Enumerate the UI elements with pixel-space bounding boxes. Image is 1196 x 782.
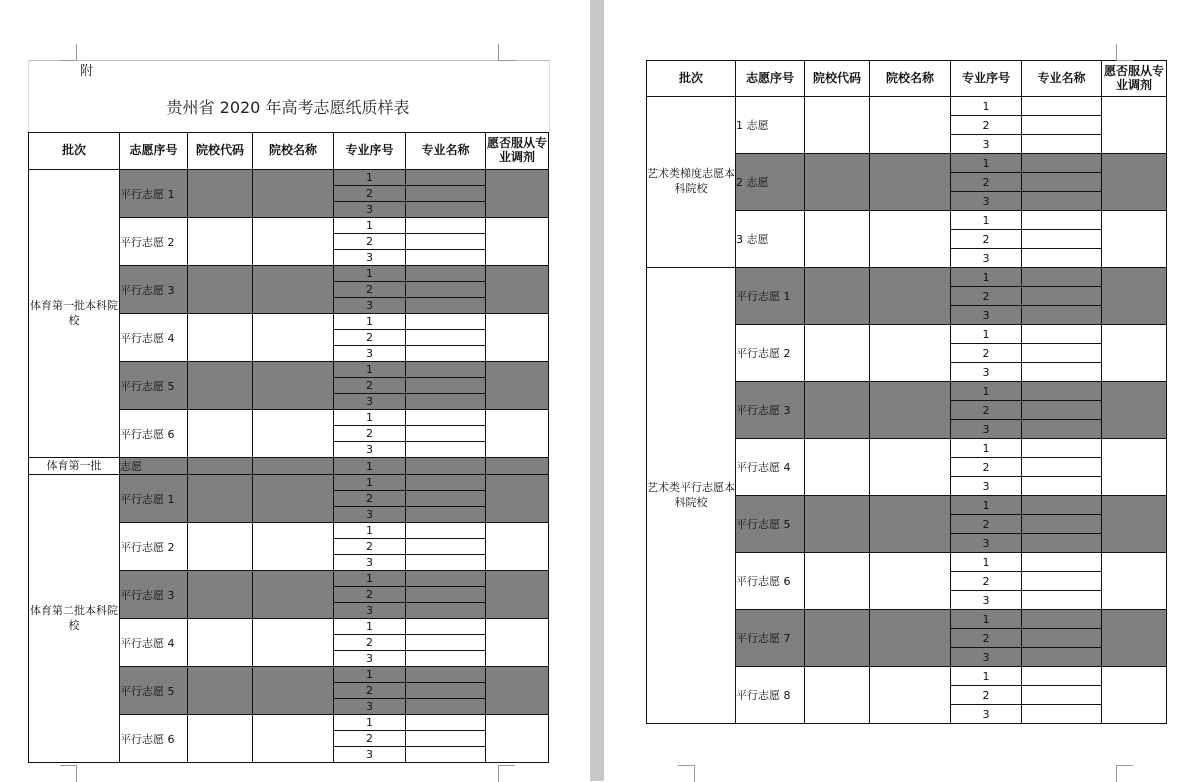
major-no-cell: 3 [334, 442, 406, 458]
major-name-cell[interactable] [1022, 382, 1102, 401]
major-name-cell[interactable] [1022, 363, 1102, 382]
major-no-cell: 2 [951, 629, 1022, 648]
col-major-name: 专业名称 [406, 133, 486, 170]
major-name-cell[interactable] [406, 410, 486, 426]
choice-label: 平行志愿 8 [736, 667, 805, 724]
annex-label: 附 [80, 64, 94, 79]
col-major-no: 专业序号 [951, 61, 1022, 97]
school-code-cell[interactable] [805, 553, 870, 610]
school-code-cell[interactable] [805, 97, 870, 154]
major-no-cell: 1 [951, 382, 1022, 401]
major-name-cell[interactable] [1022, 477, 1102, 496]
major-no-cell: 2 [334, 234, 406, 250]
school-code-cell[interactable] [188, 170, 253, 218]
page-left [0, 0, 590, 781]
major-name-cell[interactable] [406, 539, 486, 555]
major-no-cell: 3 [951, 648, 1022, 667]
major-name-cell[interactable] [1022, 496, 1102, 515]
school-name-cell[interactable] [253, 410, 334, 458]
major-name-cell[interactable] [1022, 648, 1102, 667]
major-no-cell: 2 [334, 426, 406, 442]
choice-label: 平行志愿 3 [120, 571, 188, 619]
major-no-cell: 1 [334, 410, 406, 426]
col-school-name: 院校名称 [870, 61, 951, 97]
major-no-cell: 1 [334, 458, 406, 475]
page-right [604, 0, 1196, 781]
major-name-cell[interactable] [406, 218, 486, 234]
choice-label: 平行志愿 4 [736, 439, 805, 496]
major-no-cell: 1 [951, 325, 1022, 344]
major-no-cell: 1 [951, 268, 1022, 287]
major-name-cell[interactable] [406, 298, 486, 314]
school-name-cell[interactable] [253, 715, 334, 763]
choice-label: 平行志愿 6 [736, 553, 805, 610]
choice-label: 1 志愿 [736, 97, 805, 154]
col-batch: 批次 [647, 61, 736, 97]
major-name-cell[interactable] [1022, 173, 1102, 192]
major-name-cell[interactable] [406, 170, 486, 186]
choice-label: 平行志愿 1 [120, 170, 188, 218]
table-row [29, 475, 549, 491]
major-no-cell: 2 [334, 330, 406, 346]
major-no-cell: 2 [951, 572, 1022, 591]
major-name-cell[interactable] [406, 651, 486, 667]
major-no-cell: 1 [334, 523, 406, 539]
major-name-cell[interactable] [406, 202, 486, 218]
major-no-cell: 2 [334, 731, 406, 747]
major-name-cell[interactable] [1022, 135, 1102, 154]
adjust-cell[interactable] [486, 475, 549, 523]
major-no-cell: 1 [951, 154, 1022, 173]
adjust-cell[interactable] [1102, 610, 1167, 667]
adjust-cell[interactable] [1102, 325, 1167, 382]
school-code-cell[interactable] [805, 439, 870, 496]
school-name-cell[interactable] [870, 268, 951, 325]
adjust-cell[interactable] [486, 362, 549, 410]
school-code-cell[interactable] [188, 218, 253, 266]
major-no-cell: 1 [334, 218, 406, 234]
school-name-cell[interactable] [870, 97, 951, 154]
major-no-cell: 3 [334, 202, 406, 218]
school-code-cell[interactable] [188, 619, 253, 667]
major-no-cell: 2 [334, 282, 406, 298]
volunteer-form-table-left [28, 132, 549, 763]
adjust-cell[interactable] [1102, 382, 1167, 439]
adjust-cell[interactable] [486, 619, 549, 667]
choice-label: 平行志愿 6 [120, 410, 188, 458]
major-no-cell: 2 [951, 116, 1022, 135]
major-no-cell: 1 [951, 211, 1022, 230]
col-school-name: 院校名称 [253, 133, 334, 170]
school-name-cell[interactable] [253, 266, 334, 314]
school-code-cell[interactable] [805, 211, 870, 268]
major-name-cell[interactable] [1022, 97, 1102, 116]
school-name-cell[interactable] [870, 211, 951, 268]
major-no-cell: 1 [334, 667, 406, 683]
major-name-cell[interactable] [406, 266, 486, 282]
choice-label: 平行志愿 7 [736, 610, 805, 667]
major-name-cell[interactable] [1022, 705, 1102, 724]
adjust-cell[interactable] [486, 667, 549, 715]
major-no-cell: 1 [951, 97, 1022, 116]
major-name-cell[interactable] [1022, 629, 1102, 648]
school-code-cell[interactable] [188, 667, 253, 715]
batch-cell: 体育第一批本科院校 [29, 170, 120, 458]
major-name-cell[interactable] [1022, 458, 1102, 477]
adjust-cell[interactable] [486, 218, 549, 266]
major-no-cell: 2 [334, 683, 406, 699]
major-name-cell[interactable] [406, 683, 486, 699]
major-no-cell: 2 [334, 587, 406, 603]
major-name-cell[interactable] [406, 394, 486, 410]
major-name-cell[interactable] [406, 442, 486, 458]
major-no-cell: 2 [951, 401, 1022, 420]
major-name-cell[interactable] [406, 426, 486, 442]
major-name-cell[interactable] [406, 635, 486, 651]
school-name-cell[interactable] [253, 458, 334, 475]
choice-label: 平行志愿 5 [736, 496, 805, 553]
major-name-cell[interactable] [406, 731, 486, 747]
major-name-cell[interactable] [406, 571, 486, 587]
adjust-cell[interactable] [486, 523, 549, 571]
major-no-cell: 3 [334, 507, 406, 523]
school-name-cell[interactable] [253, 475, 334, 523]
school-code-cell[interactable] [805, 610, 870, 667]
major-no-cell: 3 [334, 747, 406, 763]
batch-cell: 体育第二批本科院校 [29, 475, 120, 763]
major-name-cell[interactable] [406, 587, 486, 603]
choice-label: 平行志愿 3 [736, 382, 805, 439]
major-no-cell: 1 [334, 619, 406, 635]
major-no-cell: 2 [951, 173, 1022, 192]
school-name-cell[interactable] [870, 154, 951, 211]
major-name-cell[interactable] [406, 330, 486, 346]
major-name-cell[interactable] [1022, 420, 1102, 439]
major-no-cell: 3 [334, 603, 406, 619]
school-name-cell[interactable] [253, 523, 334, 571]
major-no-cell: 2 [334, 635, 406, 651]
major-name-cell[interactable] [406, 250, 486, 266]
major-name-cell[interactable] [406, 603, 486, 619]
school-name-cell[interactable] [253, 218, 334, 266]
adjust-cell[interactable] [486, 410, 549, 458]
major-no-cell: 3 [951, 420, 1022, 439]
major-name-cell[interactable] [1022, 439, 1102, 458]
choice-label: 平行志愿 1 [120, 475, 188, 523]
major-no-cell: 2 [334, 491, 406, 507]
school-code-cell[interactable] [805, 382, 870, 439]
adjust-cell[interactable] [486, 170, 549, 218]
school-code-cell[interactable] [188, 362, 253, 410]
major-no-cell: 1 [334, 571, 406, 587]
major-name-cell[interactable] [406, 491, 486, 507]
crop-mark [1116, 44, 1133, 61]
school-name-cell[interactable] [253, 170, 334, 218]
choice-label: 平行志愿 3 [120, 266, 188, 314]
school-name-cell[interactable] [253, 314, 334, 362]
adjust-cell[interactable] [486, 571, 549, 619]
major-name-cell[interactable] [406, 234, 486, 250]
major-no-cell: 3 [951, 135, 1022, 154]
school-name-cell[interactable] [870, 325, 951, 382]
crop-mark [1116, 765, 1133, 782]
col-school-code: 院校代码 [188, 133, 253, 170]
school-code-cell[interactable] [188, 314, 253, 362]
major-no-cell: 3 [951, 591, 1022, 610]
major-name-cell[interactable] [406, 378, 486, 394]
major-name-cell[interactable] [1022, 686, 1102, 705]
choice-label: 平行志愿 2 [120, 523, 188, 571]
major-no-cell: 3 [951, 249, 1022, 268]
school-code-cell[interactable] [805, 268, 870, 325]
major-no-cell: 3 [334, 699, 406, 715]
col-choice-no: 志愿序号 [736, 61, 805, 97]
major-no-cell: 2 [951, 230, 1022, 249]
major-name-cell[interactable] [406, 667, 486, 683]
major-name-cell[interactable] [1022, 230, 1102, 249]
major-no-cell: 1 [951, 553, 1022, 572]
major-name-cell[interactable] [1022, 268, 1102, 287]
choice-label: 平行志愿 2 [120, 218, 188, 266]
major-name-cell[interactable] [1022, 572, 1102, 591]
major-no-cell: 1 [334, 715, 406, 731]
adjust-cell[interactable] [1102, 97, 1167, 154]
major-name-cell[interactable] [1022, 610, 1102, 629]
major-no-cell: 1 [951, 439, 1022, 458]
header-row [647, 61, 1167, 97]
major-name-cell[interactable] [406, 715, 486, 731]
major-no-cell: 1 [951, 496, 1022, 515]
major-name-cell[interactable] [1022, 515, 1102, 534]
major-no-cell: 1 [951, 667, 1022, 686]
col-major-no: 专业序号 [334, 133, 406, 170]
adjust-cell[interactable] [1102, 496, 1167, 553]
school-name-cell[interactable] [253, 571, 334, 619]
choice-label: 平行志愿 6 [120, 715, 188, 763]
adjust-cell[interactable] [486, 715, 549, 763]
school-code-cell[interactable] [188, 266, 253, 314]
school-code-cell[interactable] [188, 475, 253, 523]
choice-label: 平行志愿 5 [120, 362, 188, 410]
choice-label: 平行志愿 2 [736, 325, 805, 382]
major-no-cell: 3 [951, 192, 1022, 211]
major-no-cell: 1 [334, 475, 406, 491]
major-name-cell[interactable] [406, 523, 486, 539]
major-no-cell: 2 [951, 287, 1022, 306]
document-title: 贵州省 2020 年高考志愿纸质样表 [166, 98, 410, 117]
major-no-cell: 1 [334, 314, 406, 330]
school-code-cell[interactable] [805, 325, 870, 382]
crop-mark [498, 44, 515, 61]
major-name-cell[interactable] [1022, 667, 1102, 686]
adjust-cell[interactable] [1102, 439, 1167, 496]
crop-mark [60, 765, 77, 782]
school-name-cell[interactable] [870, 667, 951, 724]
volunteer-form-table-right [646, 60, 1167, 724]
school-name-cell[interactable] [253, 362, 334, 410]
major-name-cell[interactable] [406, 282, 486, 298]
col-batch: 批次 [29, 133, 120, 170]
school-name-cell[interactable] [870, 382, 951, 439]
major-no-cell: 2 [334, 539, 406, 555]
major-no-cell: 3 [334, 651, 406, 667]
col-school-code: 院校代码 [805, 61, 870, 97]
major-name-cell[interactable] [1022, 553, 1102, 572]
major-no-cell: 3 [334, 555, 406, 571]
school-code-cell[interactable] [188, 523, 253, 571]
major-no-cell: 3 [334, 346, 406, 362]
school-name-cell[interactable] [870, 496, 951, 553]
major-name-cell[interactable] [406, 186, 486, 202]
table-row [647, 268, 1167, 287]
batch-cell: 艺术类平行志愿本科院校 [647, 268, 736, 724]
school-name-cell[interactable] [870, 610, 951, 667]
school-code-cell[interactable] [805, 496, 870, 553]
major-no-cell: 1 [951, 610, 1022, 629]
major-name-cell[interactable] [1022, 154, 1102, 173]
choice-label: 3 志愿 [736, 211, 805, 268]
major-no-cell: 3 [951, 363, 1022, 382]
major-no-cell: 3 [951, 705, 1022, 724]
school-code-cell[interactable] [188, 571, 253, 619]
school-code-cell[interactable] [188, 410, 253, 458]
major-no-cell: 3 [951, 477, 1022, 496]
batch-cell: 体育第一批 [29, 458, 120, 475]
major-name-cell[interactable] [1022, 325, 1102, 344]
crop-mark [678, 765, 695, 782]
major-no-cell: 2 [334, 186, 406, 202]
major-name-cell[interactable] [1022, 306, 1102, 325]
adjust-cell[interactable] [486, 458, 549, 475]
major-name-cell[interactable] [406, 699, 486, 715]
table-row [647, 97, 1167, 116]
school-code-cell[interactable] [805, 154, 870, 211]
table-row [29, 458, 549, 475]
major-no-cell: 1 [334, 266, 406, 282]
major-no-cell: 3 [334, 250, 406, 266]
major-name-cell[interactable] [406, 346, 486, 362]
major-name-cell[interactable] [406, 362, 486, 378]
major-no-cell: 2 [951, 686, 1022, 705]
major-name-cell[interactable] [1022, 192, 1102, 211]
adjust-cell[interactable] [1102, 268, 1167, 325]
major-name-cell[interactable] [406, 507, 486, 523]
school-name-cell[interactable] [253, 619, 334, 667]
page-divider [590, 0, 604, 781]
adjust-cell[interactable] [1102, 667, 1167, 724]
major-name-cell[interactable] [406, 314, 486, 330]
major-name-cell[interactable] [1022, 591, 1102, 610]
col-adjust: 愿否服从专业调剂 [486, 133, 549, 170]
major-no-cell: 3 [334, 394, 406, 410]
major-name-cell[interactable] [1022, 401, 1102, 420]
school-name-cell[interactable] [870, 439, 951, 496]
choice-label: 平行志愿 1 [736, 268, 805, 325]
major-name-cell[interactable] [1022, 534, 1102, 553]
major-name-cell[interactable] [1022, 211, 1102, 230]
major-name-cell[interactable] [1022, 116, 1102, 135]
major-no-cell: 2 [951, 344, 1022, 363]
adjust-cell[interactable] [1102, 211, 1167, 268]
choice-label: 平行志愿 4 [120, 619, 188, 667]
major-no-cell: 1 [334, 362, 406, 378]
school-name-cell[interactable] [253, 667, 334, 715]
table-row [29, 170, 549, 186]
school-code-cell[interactable] [805, 667, 870, 724]
major-no-cell: 2 [334, 378, 406, 394]
header-row [29, 133, 549, 170]
major-name-cell[interactable] [406, 619, 486, 635]
batch-cell: 艺术类梯度志愿本科院校 [647, 97, 736, 268]
col-choice-no: 志愿序号 [120, 133, 188, 170]
crop-mark [60, 44, 77, 61]
col-adjust: 愿否服从专业调剂 [1102, 61, 1167, 97]
choice-label: 平行志愿 5 [120, 667, 188, 715]
major-name-cell[interactable] [1022, 249, 1102, 268]
major-name-cell[interactable] [406, 458, 486, 475]
major-no-cell: 2 [951, 515, 1022, 534]
choice-label: 志愿 [120, 458, 188, 475]
major-no-cell: 3 [951, 534, 1022, 553]
major-name-cell[interactable] [1022, 344, 1102, 363]
school-code-cell[interactable] [188, 715, 253, 763]
adjust-cell[interactable] [486, 314, 549, 362]
major-name-cell[interactable] [406, 475, 486, 491]
major-no-cell: 1 [334, 170, 406, 186]
major-no-cell: 3 [951, 306, 1022, 325]
adjust-cell[interactable] [486, 266, 549, 314]
major-name-cell[interactable] [1022, 287, 1102, 306]
school-code-cell[interactable] [188, 458, 253, 475]
adjust-cell[interactable] [1102, 154, 1167, 211]
choice-label: 2 志愿 [736, 154, 805, 211]
choice-label: 平行志愿 4 [120, 314, 188, 362]
major-no-cell: 2 [951, 458, 1022, 477]
school-name-cell[interactable] [870, 553, 951, 610]
major-name-cell[interactable] [406, 747, 486, 763]
major-no-cell: 3 [334, 298, 406, 314]
adjust-cell[interactable] [1102, 553, 1167, 610]
crop-mark [498, 765, 515, 782]
col-major-name: 专业名称 [1022, 61, 1102, 97]
major-name-cell[interactable] [406, 555, 486, 571]
